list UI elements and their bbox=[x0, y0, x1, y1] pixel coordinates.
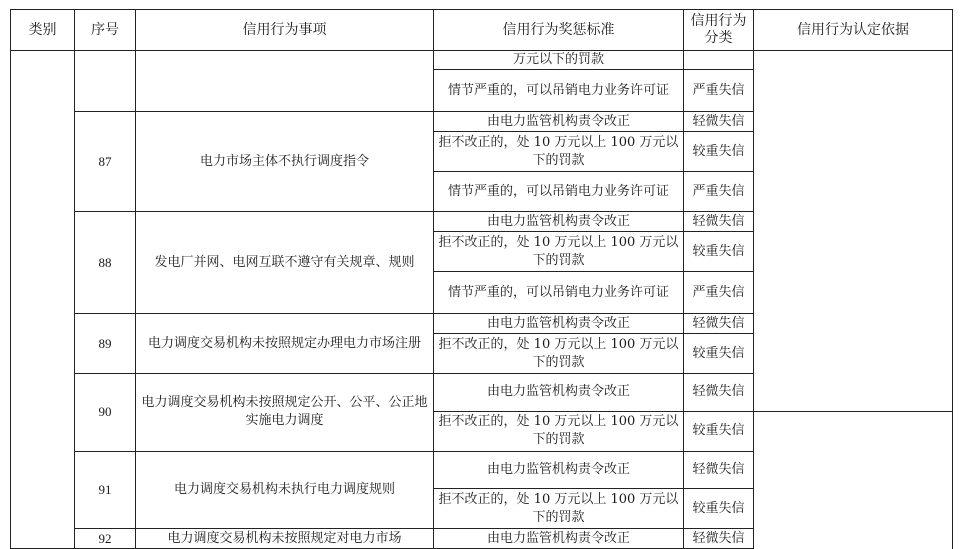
header-category: 类别 bbox=[11, 10, 75, 51]
carry-item-cell bbox=[136, 51, 434, 112]
seq-cell-91: 91 bbox=[75, 451, 136, 529]
class-cell-90-2: 较重失信 bbox=[684, 411, 754, 451]
credit-behavior-table-page bbox=[10, 9, 953, 549]
class-cell-88-1: 轻微失信 bbox=[684, 212, 754, 232]
class-cell-88-2: 较重失信 bbox=[684, 232, 754, 272]
item-cell-92: 电力调度交易机构未按照规定对电力市场 bbox=[136, 529, 434, 549]
basis-cell-upper bbox=[754, 51, 953, 412]
standard-cell-87-3: 情节严重的，可以吊销电力业务许可证 bbox=[434, 172, 684, 212]
class-cell-88-3: 严重失信 bbox=[684, 272, 754, 314]
carry-standard-tail: 万元以下的罚款 bbox=[434, 51, 684, 70]
class-cell-87-3: 严重失信 bbox=[684, 172, 754, 212]
class-cell-91-2: 较重失信 bbox=[684, 489, 754, 529]
class-cell-90-1: 轻微失信 bbox=[684, 374, 754, 412]
header-class: 信用行为分类 bbox=[684, 10, 754, 51]
class-cell-91-1: 轻微失信 bbox=[684, 451, 754, 489]
header-row bbox=[11, 10, 953, 51]
header-basis: 信用行为认定依据 bbox=[754, 10, 953, 51]
seq-cell-90: 90 bbox=[75, 374, 136, 452]
standard-cell-88-1: 由电力监管机构责令改正 bbox=[434, 212, 684, 232]
standard-cell-90-2: 拒不改正的，处 10 万元以上 100 万元以下的罚款 bbox=[434, 411, 684, 451]
item-cell-89: 电力调度交易机构未按照规定办理电力市场注册 bbox=[136, 314, 434, 374]
standard-cell-89-1: 由电力监管机构责令改正 bbox=[434, 314, 684, 334]
standard-cell-87-2: 拒不改正的，处 10 万元以上 100 万元以下的罚款 bbox=[434, 132, 684, 172]
standard-cell-90-1: 由电力监管机构责令改正 bbox=[434, 374, 684, 412]
item-cell-91: 电力调度交易机构未执行电力调度规则 bbox=[136, 451, 434, 529]
class-cell-89-2: 较重失信 bbox=[684, 334, 754, 374]
item-cell-90: 电力调度交易机构未按照规定公开、公平、公正地实施电力调度 bbox=[136, 374, 434, 452]
class-cell-87-2: 较重失信 bbox=[684, 132, 754, 172]
header-standard: 信用行为奖惩标准 bbox=[434, 10, 684, 51]
table-row-91 bbox=[11, 451, 953, 489]
credit-behavior-table bbox=[10, 9, 953, 549]
class-cell-87-1: 轻微失信 bbox=[684, 112, 754, 132]
table-row-92 bbox=[11, 529, 953, 549]
carry-class-severe: 严重失信 bbox=[684, 70, 754, 112]
class-cell-92-1: 轻微失信 bbox=[684, 529, 754, 549]
standard-cell-88-3: 情节严重的，可以吊销电力业务许可证 bbox=[434, 272, 684, 314]
carry-seq-cell bbox=[75, 51, 136, 112]
standard-cell-92-1: 由电力监管机构责令改正 bbox=[434, 529, 684, 549]
class-cell-89-1: 轻微失信 bbox=[684, 314, 754, 334]
standard-cell-87-1: 由电力监管机构责令改正 bbox=[434, 112, 684, 132]
standard-cell-91-2: 拒不改正的，处 10 万元以上 100 万元以下的罚款 bbox=[434, 489, 684, 529]
standard-cell-89-2: 拒不改正的，处 10 万元以上 100 万元以下的罚款 bbox=[434, 334, 684, 374]
standard-cell-88-2: 拒不改正的，处 10 万元以上 100 万元以下的罚款 bbox=[434, 232, 684, 272]
item-cell-88: 发电厂并网、电网互联不遵守有关规章、规则 bbox=[136, 212, 434, 314]
seq-cell-92: 92 bbox=[75, 529, 136, 549]
carry-class-tail bbox=[684, 51, 754, 70]
seq-cell-89: 89 bbox=[75, 314, 136, 374]
standard-cell-91-1: 由电力监管机构责令改正 bbox=[434, 451, 684, 489]
header-item: 信用行为事项 bbox=[136, 10, 434, 51]
carry-row-1 bbox=[11, 51, 953, 70]
seq-cell-88: 88 bbox=[75, 212, 136, 314]
seq-cell-87: 87 bbox=[75, 112, 136, 212]
carry-standard-severe: 情节严重的，可以吊销电力业务许可证 bbox=[434, 70, 684, 112]
category-cell bbox=[11, 51, 75, 549]
item-cell-87: 电力市场主体不执行调度指令 bbox=[136, 112, 434, 212]
header-seq: 序号 bbox=[75, 10, 136, 51]
